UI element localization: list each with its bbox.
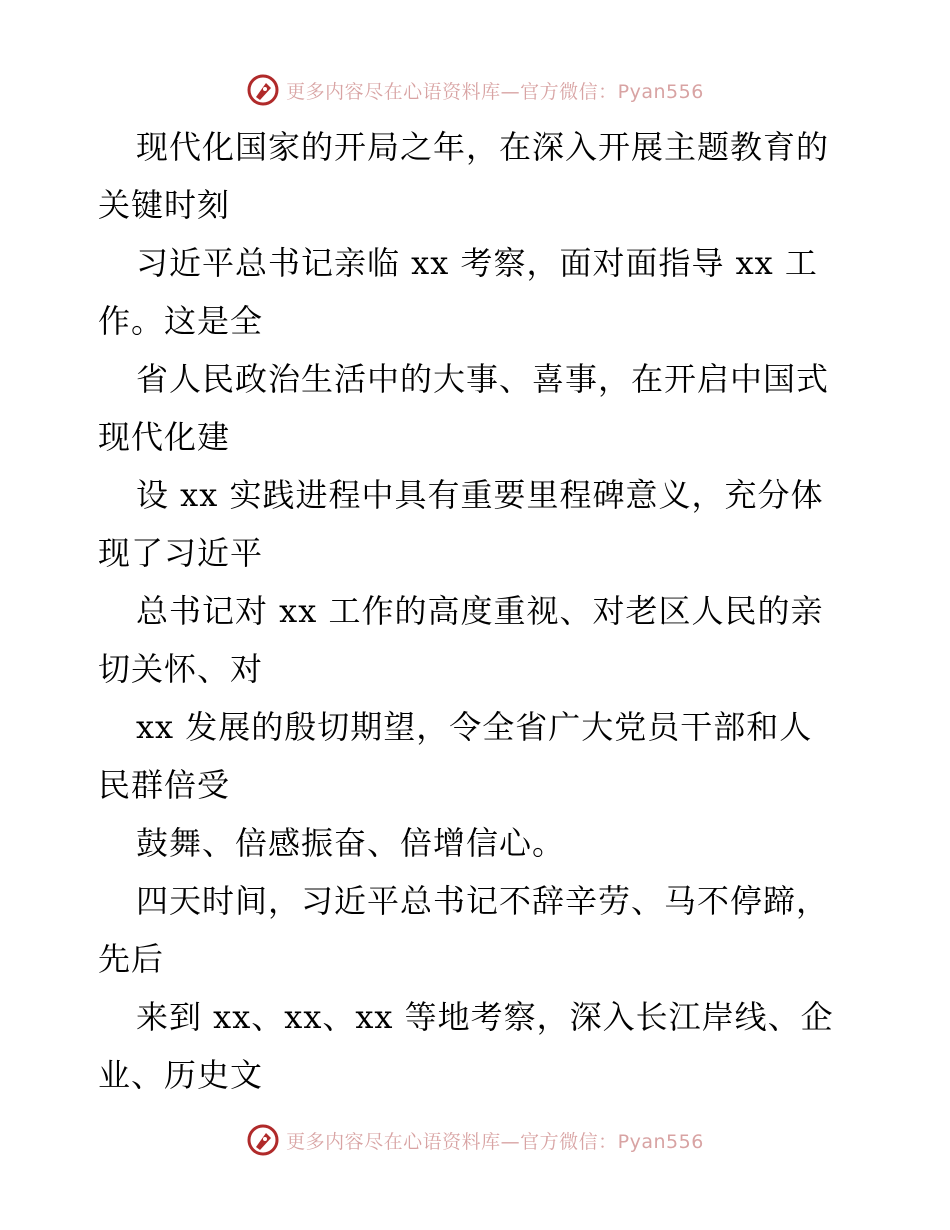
pen-nib-logo-icon: [246, 73, 280, 107]
document-body: [98, 118, 858, 1104]
text-line: 切关怀、对: [98, 650, 264, 688]
text-line: 作。这是全: [98, 302, 264, 340]
text-line: xx 发展的殷切期望，令全省广大党员干部和人: [136, 708, 813, 746]
text-line: 鼓舞、倍感振奋、倍增信心。: [136, 824, 566, 862]
footer-watermark: [0, 1120, 950, 1160]
pen-nib-logo-icon: [246, 1123, 280, 1157]
text-line: 民群倍受: [98, 766, 231, 804]
header-watermark: [0, 70, 950, 110]
watermark-text: 更多内容尽在心语资料库—官方微信：Pyan556: [286, 80, 704, 103]
text-line: 总书记对 xx 工作的高度重视、对老区人民的亲: [136, 592, 824, 630]
text-line: 业、历史文: [98, 1056, 264, 1094]
text-line: 关键时刻: [98, 186, 231, 224]
text-line: 先后: [98, 940, 165, 978]
text-line: 省人民政治生活中的大事、喜事，在开启中国式: [136, 360, 830, 398]
text-line: 现代化国家的开局之年，在深入开展主题教育的: [136, 128, 830, 166]
text-line: 设 xx 实践进程中具有重要里程碑意义，充分体: [136, 476, 824, 514]
text-line: 四天时间，习近平总书记不辞辛劳、马不停蹄，: [136, 882, 830, 920]
text-line: 习近平总书记亲临 xx 考察，面对面指导 xx 工: [136, 244, 818, 282]
watermark-text: 更多内容尽在心语资料库—官方微信：Pyan556: [286, 1130, 704, 1153]
text-line: 现代化建: [98, 418, 231, 456]
text-line: 来到 xx、xx、xx 等地考察，深入长江岸线、企: [136, 998, 834, 1036]
text-line: 现了习近平: [98, 534, 264, 572]
